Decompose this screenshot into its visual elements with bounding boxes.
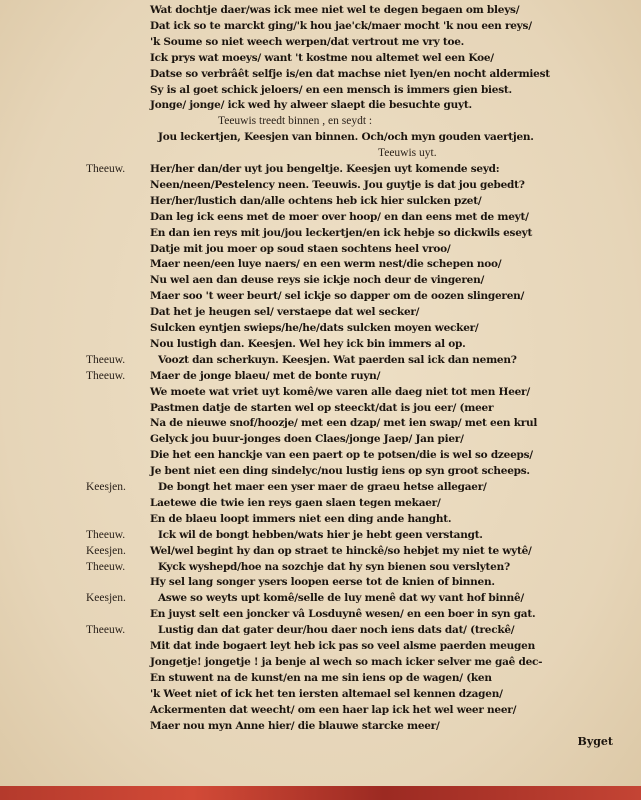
- verse-line: Her/her dan/der uyt jou bengeltje. Keesjen uyt komende seyd:: [150, 163, 500, 175]
- verse-line: 'k Weet niet of ick het ten iersten altemael sel kennen dzagen/: [150, 687, 503, 700]
- text-line: [0, 52, 641, 67]
- verse-line: Ick prys wat moeys/ want 't kostme nou altemet wel een Koe/: [150, 51, 494, 64]
- text-line: [0, 561, 641, 576]
- text-line: [0, 608, 641, 623]
- text-line: [0, 4, 641, 19]
- text-line: [0, 179, 641, 194]
- text-line: [0, 227, 641, 242]
- verse-line: Ackermenten dat weecht/ om een haer lap ick het wel weer neer/: [150, 703, 517, 716]
- text-line: [0, 163, 641, 178]
- text-line: [0, 84, 641, 99]
- text-line: [0, 338, 641, 353]
- verse-line: Jongetje! jongetje ! ja benje al wech so mach icker selver me gaê dec-: [150, 655, 543, 668]
- text-line: [0, 147, 641, 162]
- text-line: [0, 274, 641, 289]
- verse-line: En juyst selt een joncker vâ Losduynê wesen/ en een boer in syn gat.: [150, 608, 536, 621]
- text-line: [0, 529, 641, 544]
- text-line: [0, 370, 641, 385]
- verse-line: 'k Soume so niet weech werpen/dat vertrout me vry toe.: [150, 35, 465, 48]
- verse-line: Die het een hanckje van een paert op te potsen/die is wel so dzeeps/: [150, 449, 533, 462]
- verse-line: Datse so verbrâêt selfje is/en dat machse niet lyen/en nocht aldermiest: [150, 67, 550, 80]
- speaker-label: Theeuw.: [86, 528, 126, 541]
- catchword: Byget: [577, 735, 613, 749]
- verse-line: En stuwent na de kunst/en na me sin iens op de wagen/ (ken: [150, 671, 492, 684]
- text-line: [0, 592, 641, 607]
- text-line: [0, 449, 641, 464]
- text-line: [0, 99, 641, 114]
- verse-line: Maer nou myn Anne hier/ die blauwe starcke meer/: [150, 719, 440, 732]
- verse-line: Sulcken eyntjen swieps/he/he/dats sulcken moyen wecker/: [150, 322, 479, 334]
- text-line: [0, 386, 641, 401]
- speaker-label: Theeuw.: [86, 560, 126, 573]
- speaker-label: Theeuw.: [86, 369, 126, 382]
- text-line: [0, 354, 641, 369]
- text-line: [0, 258, 641, 273]
- text-line: [0, 656, 641, 671]
- page-edge: [0, 786, 641, 800]
- speaker-label: Theeuw.: [86, 624, 126, 637]
- verse-line: Voozt dan scherkuyn. Keesjen. Wat paerden sal ick dan nemen?: [158, 353, 517, 366]
- verse-line: Dat het je heugen sel/ verstaepe dat wel secker/: [150, 306, 420, 319]
- verse-line: En de blaeu loopt immers niet een ding ande hanght.: [150, 512, 452, 525]
- speaker-label: Keesjen.: [86, 481, 126, 493]
- text-line: [0, 672, 641, 687]
- verse-line: Nu wel aen dan deuse reys sie ickje noch deur de vingeren/: [150, 274, 485, 287]
- verse-line: Ick wil de bongt hebben/wats hier je hebt geen verstangt.: [158, 528, 483, 541]
- verse-line: Jonge/ jonge/ ick wed hy alweer slaept die besuchte guyt.: [150, 99, 472, 112]
- verse-line: Maer soo 't weer beurt/ sel ickje so dapper om de oozen slingeren/: [150, 290, 525, 303]
- verse-line: Maer neen/een luye naers/ en een werm nest/die schepen noo/: [150, 258, 502, 271]
- verse-line: Laetewe die twie ien reys gaen slaen tegen mekaer/: [150, 496, 441, 509]
- verse-line: Lustig dan dat gater deur/hou daer noch iens dats dat/ (treckê/: [158, 624, 515, 637]
- text-line: [0, 497, 641, 512]
- verse-line: Gelyck jou buur-jonges doen Claes/jonge Jaep/ Jan pier/: [150, 433, 464, 446]
- speaker-label: Theeuw.: [86, 353, 126, 366]
- verse-line: En dan ien reys mit jou/jou leckertjen/en ick hebje so dickwils eseyt: [150, 226, 533, 239]
- verse-line: We moete wat vriet uyt komê/we varen alle daeg niet tot men Heer/: [150, 385, 530, 398]
- text-line: [0, 243, 641, 258]
- text-line: [0, 290, 641, 305]
- text-line: [0, 322, 641, 337]
- verse-line: Pastmen datje de starten wel op steeckt/dat is jou eer/ (meer: [150, 401, 494, 414]
- verse-line: Nou lustigh dan. Keesjen. Wel hey ick bin immers al op.: [150, 337, 466, 350]
- text-line: [0, 481, 641, 496]
- verse-line: Wat dochtje daer/was ick mee niet wel te degen begaen om bleys/: [150, 4, 520, 16]
- text-line: [0, 402, 641, 417]
- text-line: [0, 545, 641, 560]
- verse-line: Dat ick so te marckt ging/'k hou jae'ck/maer mocht 'k nou een reys/: [150, 19, 532, 32]
- text-line: [0, 68, 641, 83]
- verse-line: Je bent niet een ding sindelyc/nou lustig iens op syn groot scheeps.: [150, 465, 530, 478]
- speaker-label: Keesjen.: [86, 592, 126, 605]
- text-line: [0, 417, 641, 432]
- text-line: [0, 576, 641, 591]
- verse-line: Maer de jonge blaeu/ met de bonte ruyn/: [150, 369, 381, 382]
- speaker-label: Keesjen.: [86, 544, 126, 557]
- text-line: [0, 704, 641, 719]
- text-line: [0, 719, 641, 749]
- verse-line: Sy is al goet schick jeloers/ en een mensch is immers gien biest.: [150, 83, 512, 96]
- text-line: [0, 211, 641, 226]
- text-line: [0, 115, 641, 130]
- text-line: [0, 306, 641, 321]
- text-line: [0, 640, 641, 655]
- text-line: [0, 624, 641, 639]
- stage-direction: Teeuwis treedt binnen , en seydt :: [218, 115, 373, 128]
- verse-line: Kyck wyshepd/hoe na sozchje dat hy syn bienen sou verslyten?: [158, 560, 510, 573]
- text-line: [0, 465, 641, 480]
- verse-line: Jou leckertjen, Keesjen van binnen. Och/och myn gouden vaertjen.: [158, 131, 534, 144]
- verse-line: Mit dat inde bogaert leyt heb ick pas so veel alsme paerden meugen: [150, 640, 535, 652]
- verse-line: Neen/neen/Pestelency neen. Teeuwis. Jou guytje is dat jou gebedt?: [150, 178, 525, 191]
- stage-direction: Teeuwis uyt.: [378, 147, 437, 160]
- verse-line: Datje mit jou moer op soud staen sochtens heel vroo/: [150, 242, 451, 255]
- text-line: [0, 131, 641, 146]
- text-line: [0, 688, 641, 703]
- verse-line: Her/her/lustich dan/alle ochtens heb ick hier sulcken pzet/: [150, 194, 482, 207]
- verse-line: Hy sel lang songer ysers loopen eerse tot de knien of binnen.: [150, 576, 495, 589]
- verse-line: Aswe so weyts upt komê/selle de luy menê dat wy vant hof binnê/: [158, 592, 525, 605]
- verse-line: Wel/wel begint hy dan op straet te hinckê/so hebjet my niet te wytê/: [150, 544, 532, 557]
- text-line: [0, 433, 641, 448]
- text-line: [0, 36, 641, 51]
- verse-line: De bongt het maer een yser maer de graeu hetse allegaer/: [158, 481, 487, 493]
- speaker-label: Theeuw.: [86, 163, 126, 175]
- text-line: [0, 513, 641, 528]
- verse-line: Dan leg ick eens met de moer over hoop/ en dan eens met de meyt/: [150, 210, 529, 223]
- text-line: [0, 20, 641, 35]
- text-line: [0, 195, 641, 210]
- verse-line: Na de nieuwe snof/hoozje/ met een dzap/ met ien swap/ met een krul: [150, 417, 538, 430]
